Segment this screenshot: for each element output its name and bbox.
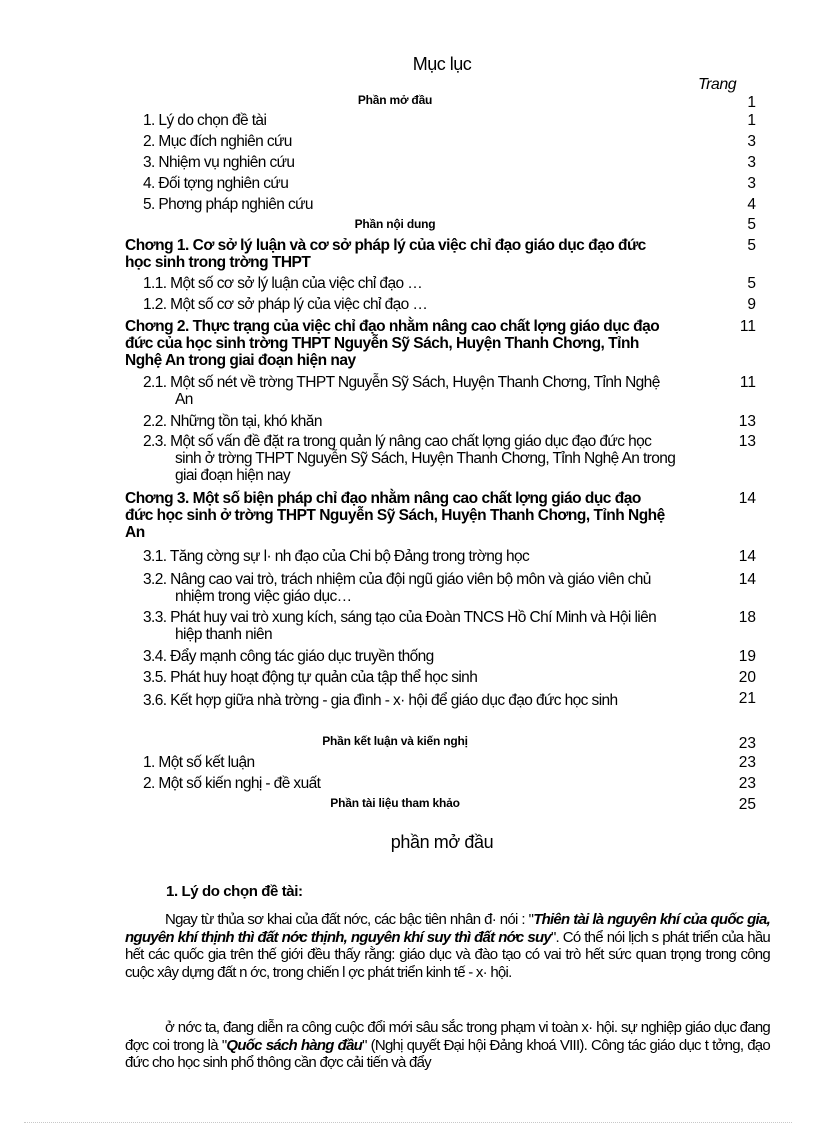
subsection-heading: 1. Lý do chọn đề tài: <box>166 883 303 900</box>
toc-entry-page: 19 <box>738 648 756 665</box>
toc-entry-page: 14 <box>738 490 756 507</box>
toc-entry-page: 23 <box>738 735 756 752</box>
paragraph-text: " (Nghị quyết Đại hội Đảng khoá VIII). Công tác giáo dục t tởng, đạo đức cho học sinh phổ thông cần đợc cải tiến và đẩy <box>125 1036 770 1071</box>
quote-text: Quốc sách hàng đầu <box>226 1036 363 1054</box>
toc-entry-text: 3. Nhiệm vụ nghiên cứu <box>143 154 295 171</box>
toc-entry-page: 11 <box>739 318 756 335</box>
toc-entry-text: 3.2. Nâng cao vai trò, trách nhiệm của đội ngũ giáo viên bộ môn và giáo viên chủ nhiệm trong việc giáo dục… <box>143 571 651 605</box>
toc-entry-page: 23 <box>738 754 756 771</box>
toc-entry-page: 25 <box>738 796 756 813</box>
toc-entry-page: 1 <box>747 94 756 111</box>
toc-entry-text: Chơng 1. Cơ sở lý luận và cơ sở pháp lý của việc chỉ đạo giáo dục đạo đức học sinh trong trờng THPT <box>125 237 646 271</box>
toc-entry-text: 1.1. Một số cơ sở lý luận của việc chỉ đạo … <box>143 275 423 292</box>
toc-entry-text: Phần tài liệu tham khảo <box>330 796 460 810</box>
toc-entry-text: 4. Đối tợng nghiên cứu <box>143 175 289 192</box>
toc-entry-page: 18 <box>738 609 756 626</box>
toc-entry-page: 21 <box>738 690 756 707</box>
toc-entry-text: 1. Lý do chọn đề tài <box>143 112 267 129</box>
toc-entry-text: Chơng 2. Thực trạng của việc chỉ đạo nhằm nâng cao chất lợng giáo dục đạo đức của học sinh trờng THPT Nguyễn Sỹ Sách, Huyện Thanh Chơng, Tỉnh Nghệ An trong giai đoạn hiện nay <box>125 318 660 369</box>
toc-entry-page: 14 <box>738 548 756 565</box>
toc-title: Mục lục <box>412 54 472 74</box>
toc-entry-page: 5 <box>747 275 756 292</box>
toc-entry-page: 1 <box>747 112 756 129</box>
body-paragraph <box>125 911 770 981</box>
toc-entry-text: Phần kết luận và kiến nghị <box>322 734 468 748</box>
toc-entry-text: 1.2. Một số cơ sở pháp lý của việc chỉ đạo … <box>143 296 428 313</box>
toc-entry-page: 13 <box>738 413 756 430</box>
toc-entry-text: 2.3. Một số vấn đề đặt ra trong quản lý nâng cao chất lợng giáo dục đạo đức học sinh ở trờng THPT Nguyễn Sỹ Sách, Huyện Thanh Chơng, Tỉnh Nghệ An trong giai đoạn hiện nay <box>143 433 676 484</box>
paragraph-text: Ngay từ thủa sơ khai của đất nớc, các bậc tiên nhân đ· nói : " <box>165 911 534 928</box>
toc-entry-text: 2. Mục đích nghiên cứu <box>143 133 292 150</box>
paragraph-text: ". Có thể nói lịch s phát triển của hầu hết các quốc gia trên thế giới đều thấy rằng: giáo dục và đào tạo có vai trò hết sức quan trọng trong công cuộc xây dựng đất n ớc, trong chiến l ợc phát triển kinh tế - x· hội. <box>125 928 771 981</box>
toc-entry-text: Phần mở đầu <box>357 93 433 107</box>
toc-entry-page: 23 <box>738 775 756 792</box>
toc-entry-text: 3.4. Đẩy mạnh công tác giáo dục truyền thống <box>143 648 434 665</box>
toc-entry-page: 3 <box>747 175 756 192</box>
toc-entry-page: 9 <box>747 296 756 313</box>
toc-entry-page: 3 <box>747 154 756 171</box>
toc-entry-page: 20 <box>738 669 756 686</box>
toc-entry-text: 2.1. Một số nét về trờng THPT Nguyễn Sỹ Sách, Huyện Thanh Chơng, Tỉnh Nghệ An <box>143 374 660 408</box>
quote-text: Thiên tài là nguyên khí của quốc gia, nguyên khí thịnh thì đất nớc thịnh, nguyên khí suy thì đất nớc suy <box>125 911 770 946</box>
toc-entry-text: 3.3. Phát huy vai trò xung kích, sáng tạo của Đoàn TNCS Hồ Chí Minh và Hội liên hiệp thanh niên <box>143 609 657 643</box>
page-column-header: Trang <box>698 76 737 93</box>
toc-entry-page: 5 <box>747 216 756 233</box>
toc-entry-page: 11 <box>739 374 756 391</box>
toc-entry-text: Phần nội dung <box>354 217 436 231</box>
toc-entry-page: 14 <box>738 571 756 588</box>
section-title: phần mở đầu <box>390 832 494 852</box>
paragraph-text: ở nớc ta, đang diễn ra công cuộc đổi mới sâu sắc trong phạm vi toàn x· hội. sự nghiệp giáo dục đang đợc coi trong là " <box>125 1019 770 1054</box>
toc-entry-text: 3.1. Tăng cờng sự l· nh đạo của Chi bộ Đảng trong trờng học <box>143 548 530 565</box>
toc-entry-page: 3 <box>747 133 756 150</box>
toc-entry-text: 2. Một số kiến nghị - đề xuất <box>143 775 321 792</box>
toc-entry-page: 4 <box>747 196 756 213</box>
body-paragraph <box>125 1019 770 1072</box>
toc-entry-text: 1. Một số kết luận <box>143 754 255 771</box>
toc-entry-text: 5. Phơng pháp nghiên cứu <box>143 196 313 213</box>
toc-entry-text: Chơng 3. Một số biện pháp chỉ đạo nhằm nâng cao chất lợng giáo dục đạo đức học sinh ở trờng THPT Nguyễn Sỹ Sách, Huyện Thanh Chơng, Tỉnh Nghệ An <box>125 490 665 541</box>
toc-entry-page: 13 <box>738 433 756 450</box>
toc-entry-text: 3.5. Phát huy hoạt động tự quản của tập thể học sinh <box>143 669 478 686</box>
toc-entry-text: 2.2. Những tồn tại, khó khăn <box>143 413 322 430</box>
toc-entry-text: 3.6. Kết hợp giữa nhà trờng - gia đình - x· hội để giáo dục đạo đức học sinh <box>143 692 618 709</box>
toc-entry-page: 5 <box>747 237 756 254</box>
